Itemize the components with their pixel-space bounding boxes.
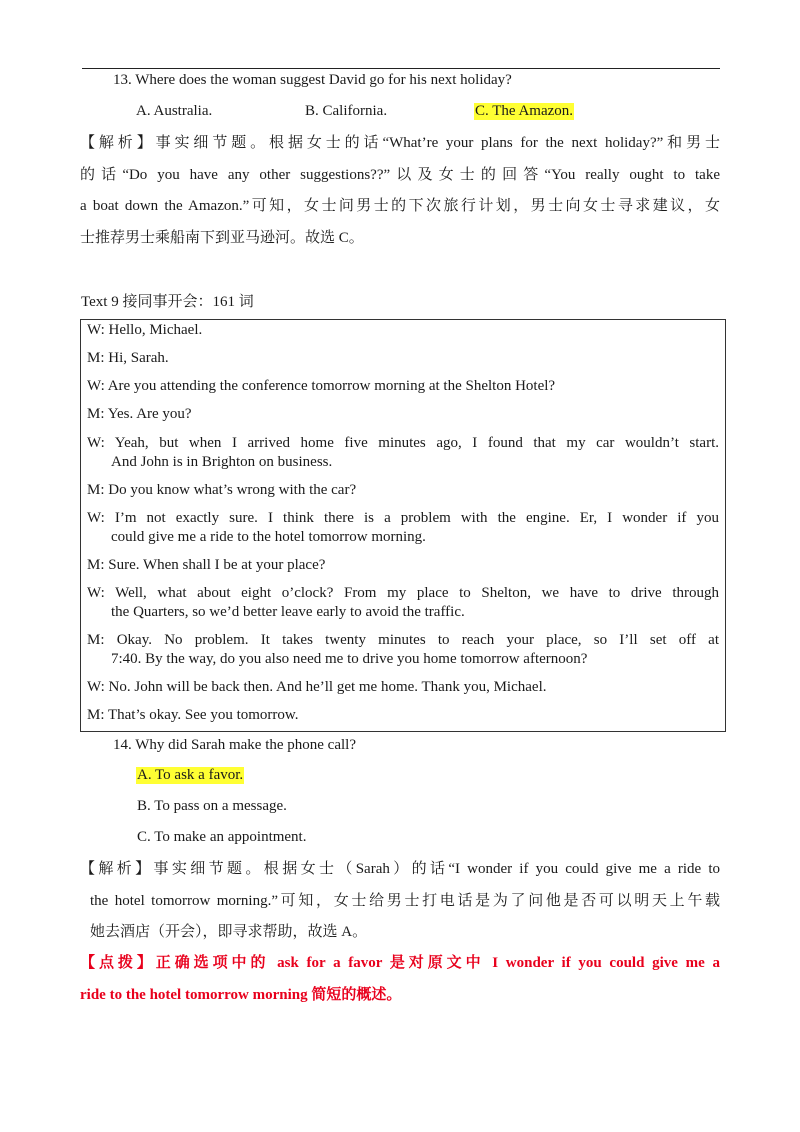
dialogue-line: W: No. John will be back then. And he’ll get me home. Thank you, Michael. [87, 679, 547, 695]
analysis14-line: 【解析】事实细节题。根据女士（Sarah）的话“I wonder if you could give me a ride to [80, 861, 720, 877]
top-rule [82, 68, 720, 69]
analysis13-line: 士推荐男士乘船南下到亚马逊河。故选 C。 [80, 229, 364, 246]
text9-title: Text 9 接同事开会：161 词 [81, 294, 254, 310]
q14-option-c: C. To make an appointment. [137, 829, 307, 845]
dialogue-line: M: Okay. No problem. It takes twenty minutes to reach your place, so I’ll set off at 7:40. By the way, do you also need me to drive you home tomorrow afternoon? [87, 632, 719, 667]
dialogue-line: M: Hi, Sarah. [87, 350, 169, 366]
dialogue-line: W: Hello, Michael. [87, 322, 203, 338]
dialogue-line: W: Are you attending the conference tomorrow morning at the Shelton Hotel? [87, 378, 556, 394]
dialogue-line: M: Do you know what’s wrong with the car? [87, 482, 357, 498]
q13-stem: 13. Where does the woman suggest David go for his next holiday? [113, 72, 512, 88]
q14-option-a-highlighted: A. To ask a favor. [137, 767, 244, 783]
q14-stem: 14. Why did Sarah make the phone call? [113, 737, 356, 753]
dialogue-line: M: That’s okay. See you tomorrow. [87, 707, 299, 723]
analysis14-line: 她去酒店（开会），即寻求帮助，故选 A。 [90, 924, 368, 940]
dialogue-line: W: Yeah, but when I arrived home five minutes ago, I found that my car wouldn’t start. And John is in Brighton on business. [87, 435, 719, 470]
analysis14 [80, 854, 720, 949]
dialogue-line: M: Yes. Are you? [87, 406, 192, 422]
analysis14-line: the hotel tomorrow morning.”可知，女士给男士打电话是为了问他是否可以明天上午载 [90, 892, 720, 909]
q13-option-a: A. Australia. [136, 103, 213, 119]
dialogue-line: M: Sure. When shall I be at your place? [87, 557, 326, 573]
analysis13-line: 的话“Do you have any other suggestions??”以及女士的回答“You really ought to take [80, 166, 720, 183]
tip14 [80, 948, 720, 1011]
dialogue-line: W: I’m not exactly sure. I think there is a problem with the engine. Er, I wonder if you could give me a ride to the hotel tomorrow morning. [87, 510, 719, 545]
analysis13-line: 【解析】事实细节题。根据女士的话“What’re your plans for the next holiday?”和男士 [80, 135, 720, 151]
dialogue-line: W: Well, what about eight o’clock? From my place to Shelton, we have to drive through the Quarters, so we’d better leave early to avoid the traffic. [87, 585, 719, 620]
q13-option-b: B. California. [305, 103, 388, 119]
tip14-line: 【点拨】正确选项中的 ask for a favor 是对原文中 I wonder if you could give me a [80, 955, 720, 971]
tip14-line: ride to the hotel tomorrow morning 简短的概述。 [80, 986, 402, 1003]
dialogue-box [80, 319, 726, 732]
q14-option-b: B. To pass on a message. [137, 798, 287, 814]
analysis13 [80, 128, 720, 254]
analysis13-line: a boat down the Amazon.”可知，女士问男士的下次旅行计划，男士向女士寻求建议，女 [80, 198, 720, 214]
q13-option-c-highlighted: C. The Amazon. [475, 103, 574, 119]
